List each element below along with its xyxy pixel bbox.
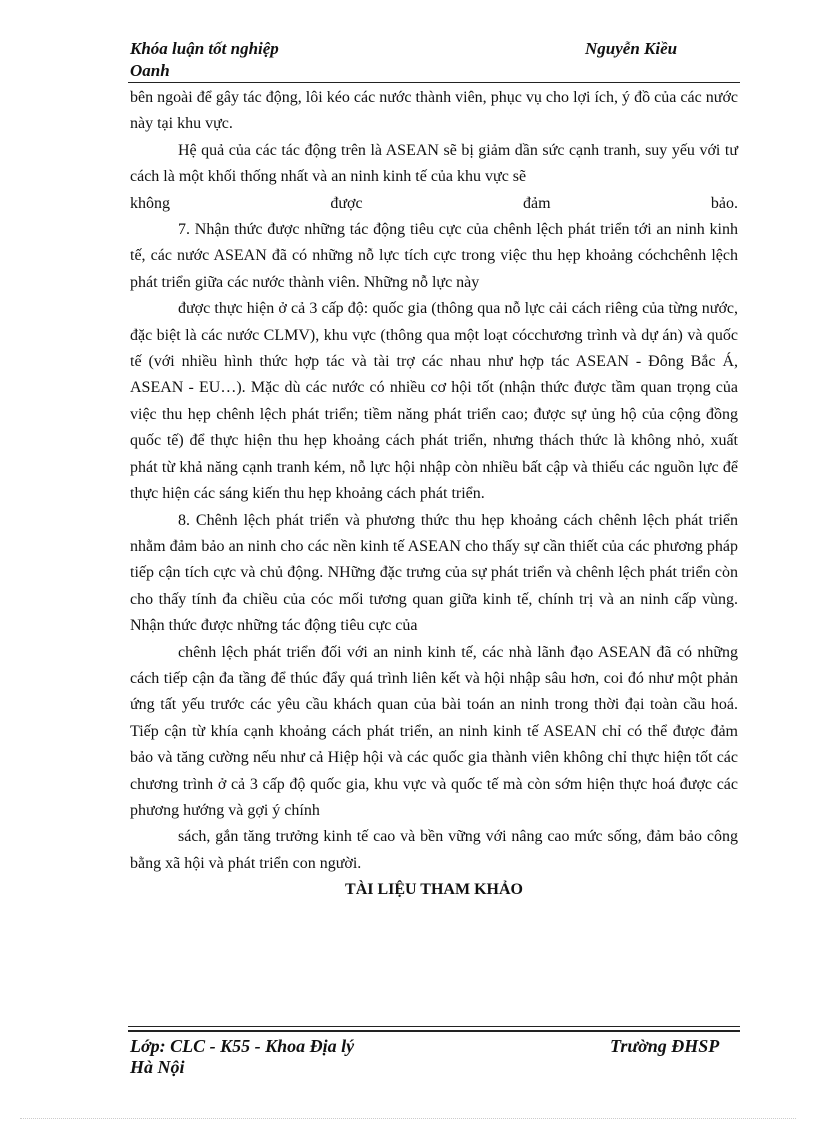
document-body [130,85,738,904]
header-author-continued: Oanh [130,61,170,80]
footer-rule-thin [128,1026,740,1027]
footer-school-continued: Hà Nội [130,1057,185,1077]
header-rule [128,82,740,83]
paragraph-1: bên ngoài để gây tác động, lôi kéo các nước thành viên, phục vụ cho lợi ích, ý đồ của các nước này tại khu vực. [130,89,738,133]
footer-class: Lớp: CLC - K55 - Khoa Địa lý [130,1036,355,1056]
footer-school: Trường ĐHSP [610,1036,720,1056]
paragraph-7-continued: được thực hiện ở cả 3 cấp độ: quốc gia (thông qua nỗ lực cải cách riêng của từng nước, đặc biệt là các nước CLMV), khu vực (thông qua một loạt cócchương trình và dự án) và quốc tế (với nhiều hình thức hợp tác và tài trợ các nhau như hợp tác ASEAN - Đông Bắc Á, ASEAN - EU…). Mặc dù các nước có nhiều cơ hội tốt (nhận thức được tầm quan trọng của việc thu hẹp chênh lệch phát triển; tiềm năng phát triển cao; được sự ủng hộ của cộng đồng quốc tế) để thực hiện thu hẹp khoảng cách phát triển, nhưng thách thức là không nhỏ, xuất phát từ khả năng cạnh tranh kém, nỗ lực hội nhập còn nhiều bất cập và thiếu các nguồn lực để thực hiện các sáng kiến thu hẹp khoảng cách phát triển. [130,300,738,503]
header-author: Nguyễn Kiều [585,39,678,58]
references-heading: TÀI LIỆU THAM KHẢO [345,881,523,899]
paragraph-7: 7. Nhận thức được những tác động tiêu cực của chênh lệch phát triển tới an ninh kinh tế, các nước ASEAN đã có những nỗ lực tích cực trong việc thu hẹp khoảng cóchchênh lệch phát triển giữa các nước thành viên. Những nỗ lực này [130,221,738,291]
paragraph-2-end: không được đảm bảo. [130,194,738,212]
paragraph-8: 8. Chênh lệch phát triển và phương thức thu hẹp khoảng cách chênh lệch phát triển nhằm đảm bảo an ninh cho các nền kinh tế ASEAN cho thấy sự cần thiết của các phương pháp tiếp cận tích cực và chủ động. NHững đặc trưng của sự phát triển và chênh lệch phát triển còn cho thấy tính đa chiều của cóc mối tương quan giữa kinh tế, chính trị và an ninh cấp vùng. Nhận thức được những tác động tiêu cực của [130,511,738,635]
paragraph-2: Hệ quả của các tác động trên là ASEAN sẽ bị giảm dần sức cạnh tranh, suy yếu với tư cách là một khối thống nhất và an ninh kinh tế của khu vực sẽ [130,141,738,186]
page-bottom-border [20,1118,796,1119]
paragraph-8-end: sách, gắn tăng trưởng kinh tế cao và bền vững với nâng cao mức sống, đảm bảo công bằng xã hội và phát triển con người. [130,828,738,872]
paragraph-8-continued: chênh lệch phát triển đối với an ninh kinh tế, các nhà lãnh đạo ASEAN đã có những cách tiếp cận đa tầng để thúc đẩy quá trình liên kết và hội nhập sâu hơn, coi đó như một phản ứng tất yếu trước các yêu cầu khách quan của bài toán an ninh trong thời đại toàn cầu hoá. Tiếp cận từ khía cạnh khoảng cách phát triển, an ninh kinh tế ASEAN chỉ có thể được đảm bảo và tăng cường nếu như cả Hiệp hội và các quốc gia thành viên không chỉ thực hiện tốt các chương trình ở cả 3 cấp độ quốc gia, khu vực và quốc tế mà còn sớm hiện thực hoá được các phương hướng và gợi ý chính [130,643,738,819]
footer-rule-thick [128,1030,740,1032]
header-title: Khóa luận tốt nghiệp [130,39,279,58]
